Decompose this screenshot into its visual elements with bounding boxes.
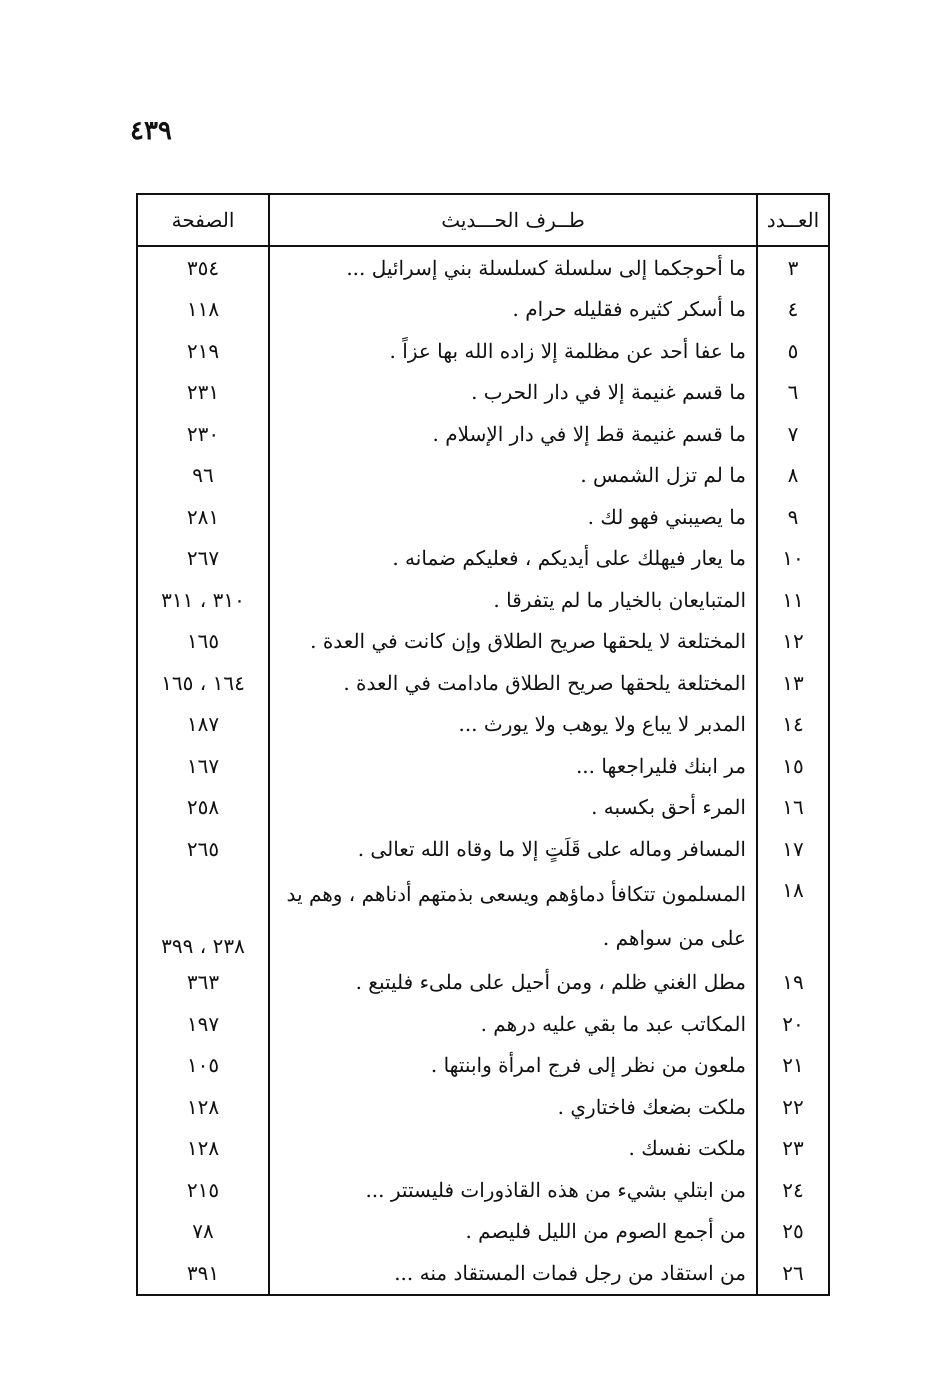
hadith-text: من استقاد من رجل فمات المستقاد منه ... <box>269 1252 757 1295</box>
table-body <box>137 246 829 1295</box>
hadith-text: ما قسم غنيمة قط إلا في دار الإسلام . <box>269 413 757 455</box>
page-reference: ٢٣٨ ، ٣٩٩ <box>137 870 269 962</box>
entry-number: ١٤ <box>757 704 829 746</box>
entry-number: ٥ <box>757 330 829 372</box>
hadith-text: ما قسم غنيمة إلا في دار الحرب . <box>269 372 757 414</box>
entry-number: ٢١ <box>757 1045 829 1087</box>
table-row <box>137 1128 829 1170</box>
table-row <box>137 246 829 289</box>
hadith-text: من أجمع الصوم من الليل فليصم . <box>269 1211 757 1253</box>
entry-number: ١٣ <box>757 662 829 704</box>
entry-number: ١٢ <box>757 621 829 663</box>
hadith-text: ما يصيبني فهو لك . <box>269 496 757 538</box>
header-page: الصفحة <box>137 194 269 246</box>
entry-number: ٢٤ <box>757 1169 829 1211</box>
page-reference: ٢٣٠ <box>137 413 269 455</box>
table-row <box>137 372 829 414</box>
hadith-text: المختلعة لا يلحقها صريح الطلاق وإن كانت في العدة . <box>269 621 757 663</box>
table-row <box>137 1211 829 1253</box>
page-number: ٤٣٩ <box>130 116 172 146</box>
page-reference: ١٩٧ <box>137 1003 269 1045</box>
page-reference: ١٦٥ <box>137 621 269 663</box>
hadith-text: ما يعار فيهلك على أيديكم ، فعليكم ضمانه . <box>269 538 757 580</box>
page-reference: ١٦٧ <box>137 745 269 787</box>
page-reference: ٢٦٧ <box>137 538 269 580</box>
table-row <box>137 962 829 1004</box>
entry-number: ٢٣ <box>757 1128 829 1170</box>
table-row <box>137 704 829 746</box>
header-hadith: طــرف الحـــديث <box>269 194 757 246</box>
page-reference: ١٢٨ <box>137 1086 269 1128</box>
table-row <box>137 538 829 580</box>
table-row <box>137 745 829 787</box>
table-row <box>137 621 829 663</box>
page-reference: ٢١٩ <box>137 330 269 372</box>
hadith-text: ملكت نفسك . <box>269 1128 757 1170</box>
page-reference: ٧٨ <box>137 1211 269 1253</box>
hadith-text: ما لم تزل الشمس . <box>269 455 757 497</box>
entry-number: ٢٠ <box>757 1003 829 1045</box>
table-row <box>137 579 829 621</box>
table-row <box>137 1252 829 1295</box>
entry-number: ١٠ <box>757 538 829 580</box>
table-row <box>137 413 829 455</box>
table-row <box>137 1003 829 1045</box>
table-row <box>137 870 829 962</box>
table-row <box>137 289 829 331</box>
hadith-text: المسلمون تتكافأ دماؤهم ويسعى بذمتهم أدناهم ، وهم يد على من سواهم . <box>269 870 757 962</box>
entry-number: ١٦ <box>757 787 829 829</box>
table-row <box>137 787 829 829</box>
page-reference: ٣٥٤ <box>137 246 269 289</box>
hadith-text: ما أحوجكما إلى سلسلة كسلسلة بني إسرائيل ... <box>269 246 757 289</box>
hadith-text: المتبايعان بالخيار ما لم يتفرقا . <box>269 579 757 621</box>
page-reference: ٢٦٥ <box>137 828 269 870</box>
entry-number: ٦ <box>757 372 829 414</box>
entry-number: ١٩ <box>757 962 829 1004</box>
hadith-text: ملعون من نظر إلى فرج امرأة وابنتها . <box>269 1045 757 1087</box>
entry-number: ١٧ <box>757 828 829 870</box>
entry-number: ٢٢ <box>757 1086 829 1128</box>
table-row <box>137 662 829 704</box>
entry-number: ٢٥ <box>757 1211 829 1253</box>
entry-number: ٢٦ <box>757 1252 829 1295</box>
hadith-text: مر ابنك فليراجعها ... <box>269 745 757 787</box>
page-reference: ٢٨١ <box>137 496 269 538</box>
page-reference: ٢١٥ <box>137 1169 269 1211</box>
page-reference: ١٨٧ <box>137 704 269 746</box>
hadith-index-table <box>136 193 830 1296</box>
table-header <box>137 194 829 246</box>
table-row <box>137 1086 829 1128</box>
header-number: العــدد <box>757 194 829 246</box>
page-reference: ١١٨ <box>137 289 269 331</box>
hadith-text: ملكت بضعك فاختاري . <box>269 1086 757 1128</box>
entry-number: ١١ <box>757 579 829 621</box>
entry-number: ١٥ <box>757 745 829 787</box>
entry-number: ٤ <box>757 289 829 331</box>
hadith-text: المدبر لا يباع ولا يوهب ولا يورث ... <box>269 704 757 746</box>
page-reference: ١٢٨ <box>137 1128 269 1170</box>
table-row <box>137 455 829 497</box>
page-reference: ١٠٥ <box>137 1045 269 1087</box>
table-row <box>137 1169 829 1211</box>
hadith-text: المكاتب عبد ما بقي عليه درهم . <box>269 1003 757 1045</box>
entry-number: ٣ <box>757 246 829 289</box>
hadith-text: مطل الغني ظلم ، ومن أحيل على ملىء فليتبع . <box>269 962 757 1004</box>
hadith-text: المسافر وماله على قَلَتٍ إلا ما وقاه الله تعالى . <box>269 828 757 870</box>
header-row <box>137 194 829 246</box>
table-row <box>137 828 829 870</box>
page-reference: ٣٦٣ <box>137 962 269 1004</box>
entry-number: ٨ <box>757 455 829 497</box>
page-reference: ٣٩١ <box>137 1252 269 1295</box>
table-row <box>137 1045 829 1087</box>
entry-number: ٩ <box>757 496 829 538</box>
page-reference: ٩٦ <box>137 455 269 497</box>
entry-number: ١٨ <box>757 870 829 962</box>
hadith-text: ما عفا أحد عن مظلمة إلا زاده الله بها عزاً . <box>269 330 757 372</box>
table-row <box>137 496 829 538</box>
hadith-text: ما أسكر كثيره فقليله حرام . <box>269 289 757 331</box>
page-reference: ٢٣١ <box>137 372 269 414</box>
page-reference: ٢٥٨ <box>137 787 269 829</box>
hadith-text: من ابتلي بشيء من هذه القاذورات فليستتر ... <box>269 1169 757 1211</box>
page-reference: ١٦٤ ، ١٦٥ <box>137 662 269 704</box>
hadith-text: المرء أحق بكسبه . <box>269 787 757 829</box>
entry-number: ٧ <box>757 413 829 455</box>
table-row <box>137 330 829 372</box>
page-reference: ٣١٠ ، ٣١١ <box>137 579 269 621</box>
hadith-text: المختلعة يلحقها صريح الطلاق مادامت في العدة . <box>269 662 757 704</box>
